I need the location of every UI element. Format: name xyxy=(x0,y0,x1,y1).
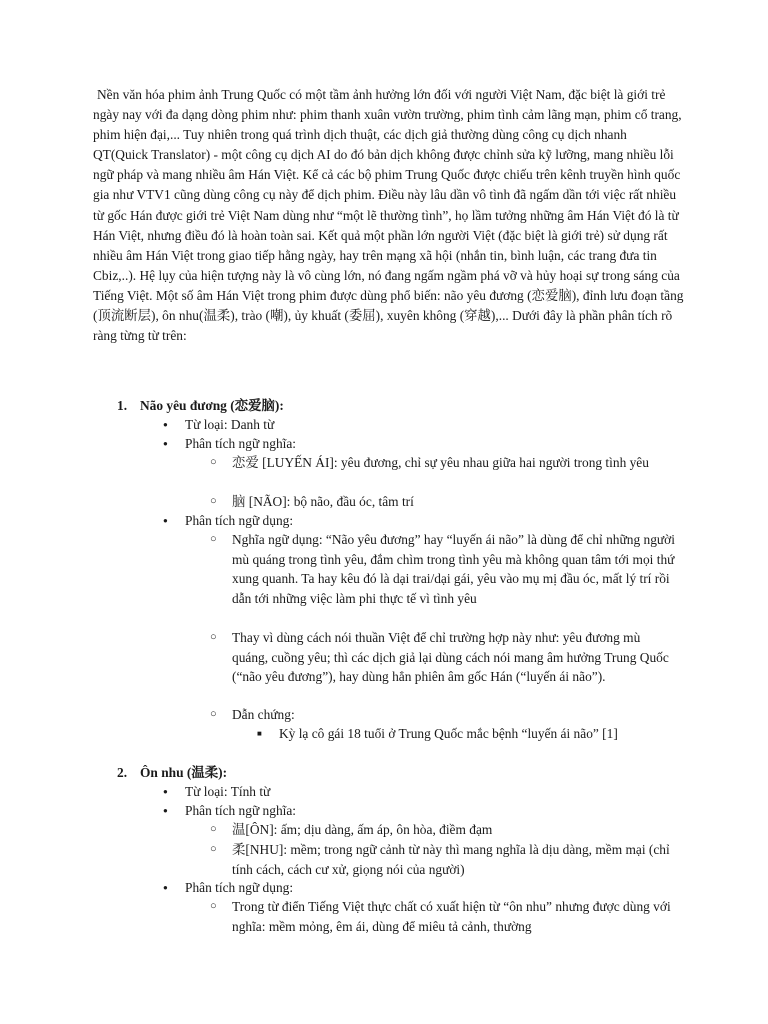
section-2-semantics-item: ○ 柔[NHU]: mềm; trong ngữ cảnh từ này thì mang nghĩa là dịu dàng, mềm mại (chỉ tính cách, cách cư xử, giọng nói của người) xyxy=(232,840,678,879)
section-1-title: Não yêu đương (恋爱脑): xyxy=(140,398,284,413)
document-page xyxy=(93,85,685,346)
section-1-pragmatics-item: ○ Thay vì dùng cách nói thuần Việt để chỉ trường hợp này như: yêu đương mù quáng, cuồng yêu; thì các dịch giả lại dùng cách nói mang âm hưởng Trung Quốc (“não yêu đương”), hay dùng hẳn phiên âm gốc Hán (“luyến ái não”). xyxy=(232,628,678,687)
section-2-title: Ôn nhu (温柔): xyxy=(140,765,228,780)
section-2-number: 2. xyxy=(117,765,128,780)
intro-paragraph: Nền văn hóa phim ảnh Trung Quốc có một tầm ảnh hưởng lớn đối với người Việt Nam, đặc biệt là giới trẻ ngày nay với đa dạng dòng phim như: phim thanh xuân vườn trường, phim tình cảm lãng mạn, phim cổ trang, phim hiện đại,... Tuy nhiên trong quá trình dịch thuật, các dịch giả thường dùng công cụ dịch nhanh QT(Quick Translator) - một công cụ dịch AI do đó bản dịch không được chỉnh sửa kỹ lưỡng, mang nhiều lỗi ngữ pháp và mang nhiều âm Hán Việt. Kể cả các bộ phim Trung Quốc được chiếu trên kênh truyền hình quốc gia như VTV1 cũng dùng công cụ này để dịch phim. Điều này lâu dần vô tình đã ngấm dần tới việc rất nhiều từ gốc Hán được giới trẻ Việt Nam dùng như “một lẽ thường tình”, họ lầm tưởng những âm Hán Việt đó là từ Hán Việt, nhưng điều đó là hoàn toàn sai. Kết quả một phần lớn người Việt (đặc biệt là giới trẻ) sử dụng rất nhiều âm Hán Việt trong giao tiếp hằng ngày, hay trên mạng xã hội (nhắn tin, bình luận, các trang đưa tin Cbiz,..). Hệ lụy của hiện tượng này là vô cùng lớn, nó đang ngấm ngầm phá vỡ và hủy hoại sự trong sáng của Tiếng Việt. Một số âm Hán Việt trong phim được dùng phổ biến: não yêu đương (恋爱脑), đỉnh lưu đoạn tầng (顶流断层), ôn nhu(温柔), trào (嘲), ủy khuất (委屈), xuyên không (穿越),... Dưới đây là phần phân tích rõ ràng từng từ trên: xyxy=(93,87,684,344)
section-1-semantics-label: ● Phân tích ngữ nghĩa: xyxy=(185,434,296,454)
section-2-semantics-label: ● Phân tích ngữ nghĩa: xyxy=(185,801,296,821)
section-1-heading xyxy=(117,396,284,416)
section-2-semantics-item: ○ 温[ÔN]: ấm; dịu dàng, ấm áp, ôn hòa, điềm đạm xyxy=(232,820,678,840)
section-2-pragmatics-label: ● Phân tích ngữ dụng: xyxy=(185,878,293,898)
section-1-pragmatics-label: ● Phân tích ngữ dụng: xyxy=(185,511,293,531)
section-1-evidence-label: ○ Dẫn chứng: xyxy=(232,705,678,725)
section-2-heading xyxy=(117,763,227,783)
section-1-semantics-item: ○ 恋爱 [LUYẾN ÁI]: yêu đương, chỉ sự yêu nhau giữa hai người trong tình yêu xyxy=(232,453,678,473)
section-2-pragmatics-item: ○ Trong từ điển Tiếng Việt thực chất có xuất hiện từ “ôn nhu” nhưng được dùng với nghĩa: mềm mỏng, êm ái, dùng để miêu tả cảnh, thường xyxy=(232,897,678,936)
section-2-word-type: ● Từ loại: Tính từ xyxy=(185,782,270,802)
section-1-pragmatics-item: ○ Nghĩa ngữ dụng: “Não yêu đương” hay “luyến ái não” là dùng để chỉ những người mù quáng trong tình yêu, đắm chìm trong tình yêu mà không quan tâm tới mọi thứ xung quanh. Ta hay kêu đó là dại trai/dại gái, yêu vào mụ mị đầu óc, mất lý trí rồi dẫn tới những việc làm phi thực tế vì tình yêu xyxy=(232,530,678,608)
section-1-evidence-item: ■ Kỳ lạ cô gái 18 tuổi ở Trung Quốc mắc bệnh “luyến ái não” [1] xyxy=(279,724,679,744)
section-1-word-type: ● Từ loại: Danh từ xyxy=(185,415,274,435)
section-1-number: 1. xyxy=(117,398,128,413)
section-1-semantics-item: ○ 脑 [NÃO]: bộ não, đầu óc, tâm trí xyxy=(232,492,678,512)
